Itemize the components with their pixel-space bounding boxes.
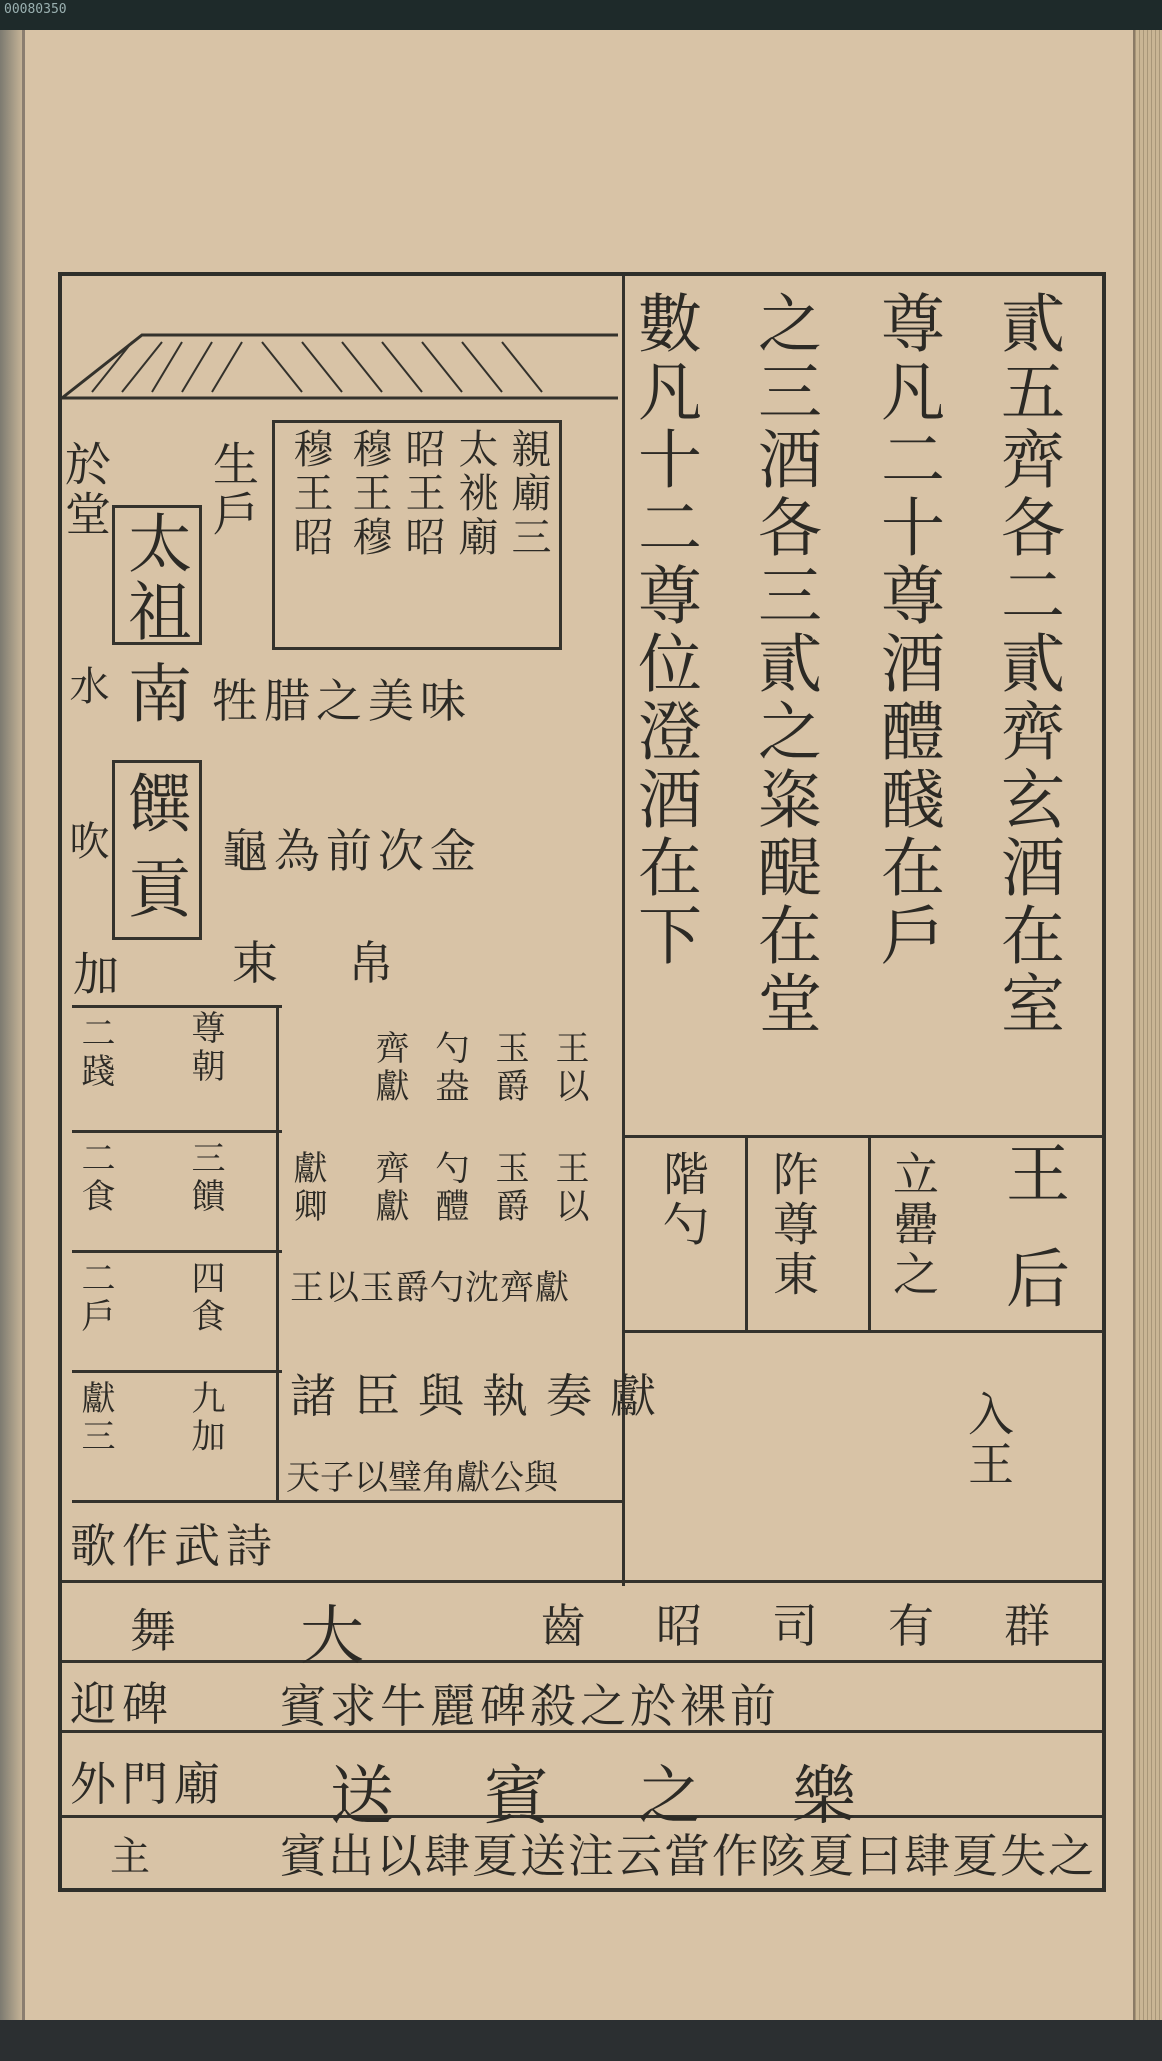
wu-label: 舞 xyxy=(130,1604,182,1658)
tablet-col-3: 昭王昭 xyxy=(399,428,445,560)
si-shi-label: 四食 xyxy=(185,1260,225,1336)
rite-rule-3 xyxy=(72,1250,282,1253)
sheng-hu-label: 生戶 xyxy=(206,440,260,540)
tablet-col-1: 親廟三 xyxy=(505,428,551,560)
er-xian-col-5: 獻卿 xyxy=(287,1150,327,1226)
bottom-rule-2 xyxy=(62,1660,1102,1663)
zuo-zun-dong-label: 阼尊東 xyxy=(766,1150,820,1300)
yi-xian-col-2: 玉爵 xyxy=(489,1030,529,1106)
rite-rule-1 xyxy=(72,1005,282,1008)
san-kui-label: 三饋 xyxy=(185,1140,225,1216)
er-jian-label: 二踐 xyxy=(75,1015,115,1091)
tianzi-text xyxy=(286,1450,558,1499)
shui-label: 水 xyxy=(63,665,109,709)
rite-rule-5 xyxy=(72,1500,622,1503)
yi-xian-col-1: 王以 xyxy=(549,1030,589,1106)
tianzi-label: 天子以璧角獻公與 xyxy=(286,1458,558,1498)
right-column-3: 之三酒各三貳之粢醍在堂 xyxy=(747,290,821,1038)
jie-shao-label: 階勺 xyxy=(656,1150,710,1250)
right-lower-divider-1 xyxy=(868,1135,871,1330)
jiu-jia-label: 九加 xyxy=(185,1380,225,1456)
chuan-label: 饌 xyxy=(117,770,191,838)
da-label: 大 xyxy=(300,1600,370,1674)
shrine-roof xyxy=(62,330,618,400)
bottom-rule-1 xyxy=(62,1580,1102,1583)
ge-zuo-wu-shi-label: 歌作武詩 xyxy=(70,1519,278,1573)
right-column-4: 數凡十二尊位澄酒在下 xyxy=(627,290,701,970)
qun-label: 群 xyxy=(1004,1599,1120,1653)
rite-rule-4 xyxy=(72,1370,282,1373)
zhu-chen-text xyxy=(290,1360,674,1426)
nan-label: 南 xyxy=(117,660,191,728)
xian-label: 貢 xyxy=(117,855,191,923)
tablet-col-4: 穆王穆 xyxy=(346,428,392,560)
scan-header-strip xyxy=(0,0,1162,30)
zhu-chen-label: 諸臣與執奏獻 xyxy=(290,1369,674,1423)
king-label: 王 xyxy=(995,1140,1069,1208)
rite-divider xyxy=(276,1005,279,1500)
zhao-xian-label: 尊朝 xyxy=(185,1010,225,1086)
er-shi-label: 二食 xyxy=(75,1140,115,1216)
you-label: 有 xyxy=(888,1599,1004,1653)
shu-bo-label: 束帛 xyxy=(232,936,464,990)
er-xian-col-1: 王以 xyxy=(549,1150,589,1226)
left-page-edge xyxy=(0,30,24,2020)
bottom-row-1-left xyxy=(70,1510,278,1576)
er-xian-col-4: 齊獻 xyxy=(369,1150,409,1226)
gui-wei-label: 龜為前次金 xyxy=(222,824,482,878)
chi-label: 齒 xyxy=(540,1599,656,1653)
chui-label: 吹 xyxy=(63,820,109,864)
bottom-row-5-text xyxy=(280,1820,1096,1886)
bottom-row-3-label: 賓求牛麗碑殺之於裸前 xyxy=(280,1679,780,1733)
yi-xian-col-4: 齊獻 xyxy=(369,1030,409,1106)
yu-tang-label: 於堂 xyxy=(58,440,112,540)
er-xian-col-3: 勺醴 xyxy=(429,1150,469,1226)
sheng-zhi-text xyxy=(212,665,472,731)
si-label: 司 xyxy=(772,1599,888,1653)
wai-men-miao-label: 外門廟 xyxy=(70,1757,226,1811)
rite-rule-2 xyxy=(72,1130,282,1133)
tai-zu-label: 太祖 xyxy=(117,510,191,646)
bottom-row-5-label: 賓出以肆夏送注云當作陔夏曰肆夏失之 xyxy=(280,1829,1096,1883)
zhu-label: 主 xyxy=(110,1834,156,1880)
tablet-col-5: 穆王昭 xyxy=(287,428,333,560)
san-xian-label: 王以玉爵勺沈齊獻 xyxy=(290,1268,570,1308)
sheng-zhi-label: 牲腊之美味 xyxy=(212,674,472,728)
bottom-row-3-text xyxy=(280,1670,780,1736)
ying-bei-label: 迎碑 xyxy=(70,1677,174,1731)
queen-label: 后 xyxy=(995,1245,1069,1313)
xian-san-label: 獻三 xyxy=(75,1380,115,1456)
li-zhi-label: 立罍之 xyxy=(886,1150,940,1300)
bottom-row-1-right xyxy=(540,1590,1120,1656)
right-column-1: 貳五齊各二貳齊玄酒在室 xyxy=(990,290,1064,1038)
jia-label: 加 xyxy=(66,950,120,1000)
ru-wang-label: 入王 xyxy=(961,1390,1015,1490)
right-lower-divider-2 xyxy=(745,1135,748,1330)
san-xian-text xyxy=(290,1260,570,1309)
zhao-label: 昭 xyxy=(656,1599,772,1653)
yi-xian-col-3: 勺盎 xyxy=(429,1030,469,1106)
scan-id: 00080350 xyxy=(4,2,67,17)
right-section-rule-2 xyxy=(625,1330,1103,1333)
er-xian-col-2: 玉爵 xyxy=(489,1150,529,1226)
gui-wei-text xyxy=(222,815,482,881)
right-column-2: 尊凡二十尊酒醴醆在戶 xyxy=(870,290,944,970)
bottom-row-4-label: 送賓之樂 xyxy=(330,1760,946,1834)
right-section-rule-1 xyxy=(625,1135,1103,1138)
er-hu-label: 二戶 xyxy=(75,1260,115,1336)
tablet-col-2: 太祧廟 xyxy=(452,428,498,560)
